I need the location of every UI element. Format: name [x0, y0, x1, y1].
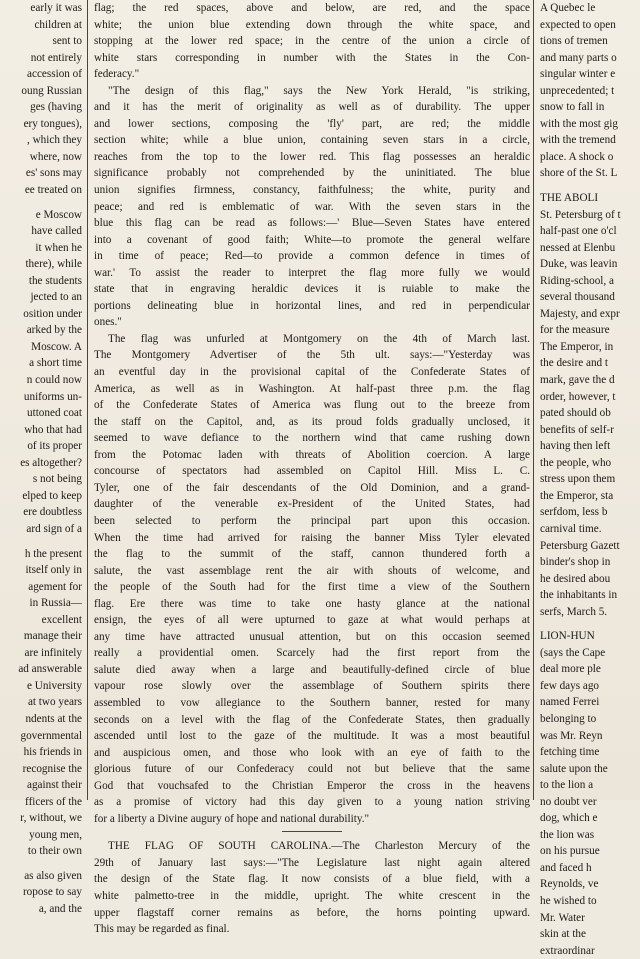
text-line: stress upon them [540, 473, 616, 486]
text-line: federacy." [94, 68, 140, 81]
text-line: unprecedented; t [540, 84, 615, 97]
text-line: uttoned coat [27, 407, 82, 420]
text-line: where, now [29, 150, 82, 163]
text-line: the people of the South had for the first time a view of the Southern [94, 581, 530, 594]
text-line: ones." [94, 316, 122, 329]
text-line: the people, who [540, 456, 612, 469]
text-line: glorious future of our Confederacy could not but believe that the same [94, 763, 530, 776]
text-line: pated should ob [540, 407, 611, 420]
column-rule [87, 0, 88, 800]
text-line: his friends in [23, 746, 82, 759]
text-line: daughter of the venerable ex-President of the United States, had [94, 498, 530, 511]
text-line: the students [28, 274, 82, 287]
text-line: it when he [35, 241, 82, 254]
text-line: itself only in [25, 564, 82, 577]
text-line: and auspicious omen, and those who look with an eye of faith to the [94, 746, 530, 759]
blank-line [538, 182, 640, 190]
text-line: A Quebec le [540, 2, 596, 14]
text-line: an eventful day in the provisional capital of the Confederate States of [94, 366, 530, 379]
text-line: seemed to wave defiance to the northern wind that came rushing down [94, 432, 530, 445]
text-line: osition under [23, 307, 82, 320]
text-line: 29th of January last says:—"The Legislature last night again altered [94, 856, 530, 869]
text-line: state that in engraving heraldic devices it is ruiable to make the [94, 283, 530, 296]
text-line: carnival time. [540, 522, 602, 535]
text-line: God that vouchsafed to the Christian Emperor the cross in the heavens [94, 779, 530, 792]
blank-line [0, 860, 82, 868]
text-line: benefits of self-r [540, 423, 614, 436]
text-line: in Russia— [29, 597, 82, 610]
text-line: and lower sections, composing the 'fly' part, are red; the middle [94, 117, 530, 130]
text-line: nessed at Elenbu [540, 241, 616, 254]
text-line: , which they [27, 134, 82, 147]
text-line: there), while [25, 258, 82, 271]
text-line: Mr. Water [540, 911, 585, 924]
text-line: singular winter e [540, 68, 616, 81]
text-line: early it was [30, 2, 82, 14]
text-line: flag; the red spaces, above and below, are red, and the space [94, 2, 530, 14]
text-line: from the Potomac laden with threats of Abolition coercion. A large [94, 448, 530, 461]
text-line: binder's shop in [540, 556, 611, 569]
text-line: es altogether? [20, 456, 82, 469]
text-line: skin at the [540, 928, 586, 941]
text-line: fetching time [540, 746, 600, 759]
text-line: and it has the merit of originality as well as of durability. The upper [94, 101, 530, 114]
text-line: manage their [23, 630, 82, 643]
text-line: for the measure [540, 324, 610, 337]
text-line: The Emperor, in [540, 340, 614, 353]
text-line: flag. Ere there was time to take one hasty glance at the national [94, 597, 530, 610]
text-line: not entirely [30, 51, 82, 64]
text-line: no doubt ver [540, 795, 597, 808]
text-line: e University [27, 679, 82, 692]
text-line: at two years [27, 696, 82, 709]
text-line: ery tongues), [23, 117, 82, 130]
text-line: was Mr. Reyn [540, 729, 603, 742]
text-line: The flag was unfurled at Montgomery on the 4th of March last. [108, 332, 530, 345]
text-line: ndents at the [25, 712, 82, 725]
text-line: ges (having [30, 101, 82, 114]
text-line: jected to an [30, 291, 82, 304]
text-line: peace; and red is emblematic of war. With the seven stars in the [94, 200, 530, 213]
text-line: (says the Cape [540, 646, 606, 659]
text-line: to the lion a [540, 779, 594, 792]
text-line: seconds on a level with the flag of the Confederate States, then gradually [94, 713, 530, 726]
text-line: governmental [20, 729, 82, 742]
text-line: on his pursue [540, 845, 600, 858]
text-line: of its proper [27, 440, 82, 453]
text-line: arked by the [26, 324, 82, 337]
text-line: place. A shock o [540, 150, 614, 163]
text-line: having then left [540, 440, 611, 453]
text-line: excellent [41, 613, 82, 626]
text-line: ensign, the eyes of all were upturned to gaze at what would perhaps at [94, 614, 530, 627]
right-column-text [538, 0, 640, 957]
text-line: children at [34, 18, 82, 31]
text-line: Majesty, and expr [540, 307, 620, 320]
text-line: against their [27, 779, 82, 792]
text-line: concourse of spectators had assembled on Capitol Hill. Miss L. C. [94, 465, 530, 478]
text-line: fficers of the [25, 795, 82, 808]
text-line: THE ABOLI [540, 192, 599, 205]
text-line: expected to open [540, 18, 616, 31]
text-line: have called [31, 225, 82, 238]
text-line: the design of the State flag. It now consists of a blue field, with a [94, 873, 530, 886]
text-line: agement for [28, 580, 82, 593]
text-line: the inhabitants in [540, 589, 618, 602]
text-line: salute upon the [540, 762, 608, 775]
blank-line [0, 199, 82, 207]
text-line: The Montgomery Advertiser of the 5th ult. says:—"Yesterday was [94, 349, 530, 362]
text-line: shore of the St. L [540, 167, 618, 180]
text-line: es' sons may [25, 167, 82, 180]
text-line: ascended until lost to the gaze of the multitude. It was a most beautiful [94, 730, 530, 743]
text-line: America, as well as in Washington. At half-past three p.m. the flag [94, 382, 530, 395]
text-line: several thousand [540, 291, 615, 304]
text-line: n could now [26, 374, 82, 387]
text-line: assembled to vow allegiance to the Southern banner, rested for many [94, 696, 530, 709]
column-rule [533, 0, 534, 800]
text-line: accession of [27, 68, 82, 81]
text-line: the staff on the Capitol, and, as its proud folds gradually unclosed, it [94, 415, 530, 428]
text-line: reaches from the top to the lower red. This flag possesses an heraldic [94, 150, 530, 163]
text-line: stopping at the lower red space; in the centre of the union a circle of [94, 35, 530, 48]
text-line: he wished to [540, 894, 597, 907]
main-article [94, 0, 530, 936]
text-line: ad answerable [18, 663, 82, 676]
text-line: white palmetto-tree in the middle, upright. The white crescent in the [94, 889, 530, 902]
text-line: snow to fall in [540, 101, 605, 114]
text-line: salute died away when a large and beautifully-defined circle of blue [94, 663, 530, 676]
text-line: for a liberty a Divine augury of hope and national durability." [94, 812, 370, 825]
text-line: tions of tremen [540, 35, 608, 48]
text-line: oung Russian [21, 84, 82, 97]
text-line: r, without, we [20, 812, 82, 825]
text-line: Tyler, one of the fair descendants of the Old Dominion, and a grand- [94, 481, 530, 494]
text-line: extraordinar [540, 944, 595, 957]
text-line: serfdom, less b [540, 506, 608, 519]
text-line: h the present [24, 547, 82, 560]
text-line: When the time had arrived for raising the banner Miss Tyler elevated [94, 531, 530, 544]
text-line: with the tremend [540, 134, 616, 147]
text-line: as also given [24, 869, 82, 882]
text-line: order, however, t [540, 390, 616, 403]
text-line: really a providential omen. Scarcely had the first report from the [94, 647, 530, 660]
text-line: of the Confederate States of America was flung out to the breeze from [94, 399, 530, 412]
text-line: a short time [29, 357, 82, 370]
left-column-text [0, 0, 82, 915]
text-line: Moscow. A [31, 340, 82, 353]
text-line: Petersburg Gazett [540, 539, 620, 552]
text-line: THE FLAG OF SOUTH CAROLINA.—The Charleston Mercury of the [108, 840, 530, 853]
text-line: and many parts o [540, 51, 617, 64]
text-line: upper flagstaff corner remains as before, the horns pointing upward. [94, 906, 530, 919]
text-line: ee treated on [24, 184, 82, 197]
text-line: as a promise of victory had this day given to a young nation striving [94, 796, 530, 809]
text-line: uniforms un- [23, 390, 82, 403]
text-line: section white; while a blue union, containing seven stars in a circle, [94, 134, 530, 147]
text-line: St. Petersburg of t [540, 208, 621, 221]
text-line: and faced h [540, 861, 592, 874]
text-line: with the most gig [540, 117, 619, 130]
text-line: blue this flag can be read as follows:—' Blue—Seven States have entered [94, 217, 530, 230]
text-line: half-past one o'cl [540, 225, 617, 238]
text-line: named Ferrei [540, 696, 600, 709]
text-line: the lion was [540, 828, 595, 841]
text-line: the Emperor, sta [540, 489, 614, 502]
text-line: the desire and t [540, 357, 609, 370]
text-line: Duke, was leavin [540, 258, 618, 271]
text-line: into a covenant of good faith; White—to promote the general welfare [94, 233, 530, 246]
text-line: white; the union blue extending down through the white space, and [94, 18, 530, 31]
text-line: LION-HUN [540, 630, 595, 643]
section-divider [282, 831, 342, 832]
text-line: ere doubtless [23, 506, 82, 519]
text-line: e Moscow [35, 208, 82, 221]
text-line: few days ago [540, 679, 600, 692]
text-line: serfs, March 5. [540, 605, 608, 618]
text-line: been selected to perform the principal part upon this occasion. [94, 514, 530, 527]
text-line: recognise the [22, 762, 82, 775]
text-line: ropose to say [22, 886, 82, 899]
text-line: he desired abou [540, 572, 611, 585]
text-line: This may be regarded as final. [94, 923, 230, 936]
text-line: "The design of this flag," says the New York Herald, "is striking, [108, 84, 530, 97]
text-line: to their own [27, 845, 82, 858]
text-line: dog, which e [540, 812, 598, 825]
text-line: the flag to the summit of the staff, cannon thundered forth a [94, 548, 530, 561]
text-line: sent to [52, 35, 82, 48]
text-line: are infinitely [24, 646, 82, 659]
text-line: portions delineating blue in horizontal lines, and red in perpendicular [94, 299, 530, 312]
text-line: elped to keep [22, 489, 82, 502]
text-line: Riding-school, a [540, 274, 614, 287]
text-line: union signifies firmness, constancy, faithfulness; the white, purity and [94, 184, 530, 197]
text-line: s not being [32, 473, 82, 486]
text-line: deal more ple [540, 663, 601, 676]
text-line: who that had [24, 423, 82, 436]
text-line: war.' To assist the reader to interpret the flag more fully we would [94, 266, 530, 279]
text-line: white stars corresponding in number with the States in the Con- [94, 51, 530, 64]
text-line: a, and the [38, 902, 82, 915]
text-line: salute, the vast assemblage rent the air with shouts of welcome, and [94, 564, 530, 577]
blank-line [0, 538, 82, 546]
text-line: any time have attracted unusual attention, but on this occasion seemed [94, 630, 530, 643]
text-line: Reynolds, ve [540, 878, 599, 891]
text-line: vapour rose slowly over the assemblage of Southern spirits there [94, 680, 530, 693]
text-line: belonging to [540, 712, 597, 725]
text-line: mark, gave the d [540, 374, 615, 387]
blank-line [538, 620, 640, 628]
text-line: in time of peace; Red—to provide a common defence in times of [94, 250, 530, 263]
text-line: young men, [29, 828, 82, 841]
text-line: significance probably not comprehended by the uninitiated. The blue [94, 167, 530, 180]
text-line: ard sign of a [26, 522, 82, 535]
